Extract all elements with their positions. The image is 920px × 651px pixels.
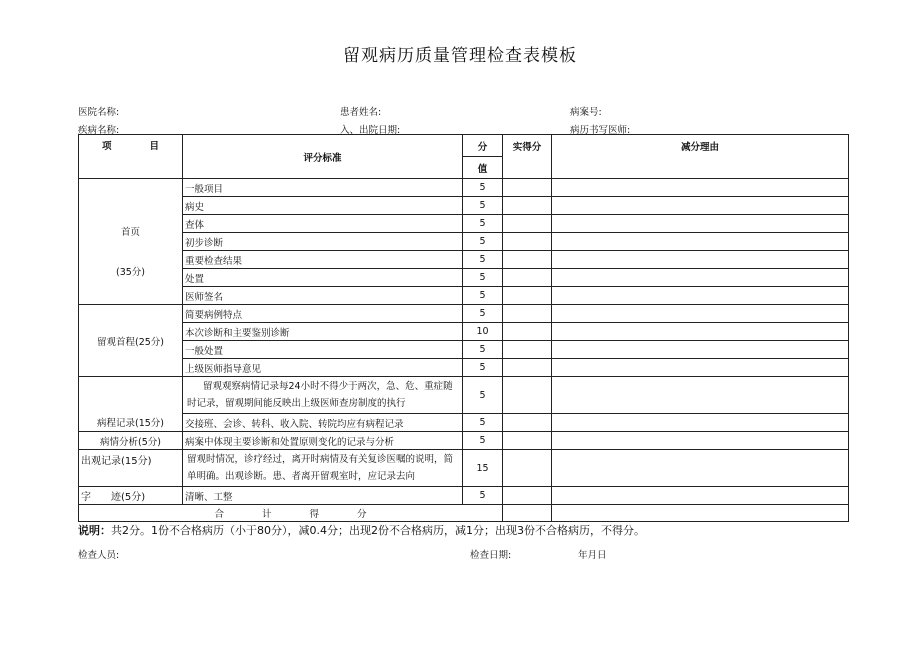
reason-input[interactable] [552, 341, 849, 359]
actual-score-input[interactable] [503, 233, 552, 251]
total-reason-input[interactable] [552, 505, 849, 522]
category-first-page-label: 首页 [120, 226, 140, 238]
header-score-top: 分 [463, 135, 503, 157]
header-criteria: 评分标准 [183, 135, 463, 179]
category-analysis: 病情分析(5分) [79, 432, 183, 450]
reason-input[interactable] [552, 251, 849, 269]
actual-score-input[interactable] [503, 323, 552, 341]
score-cell: 15 [463, 450, 503, 487]
reason-input[interactable] [552, 269, 849, 287]
criteria-cell: 交接班、会诊、转科、收入院、转院均应有病程记录 [183, 414, 463, 432]
actual-score-input[interactable] [503, 179, 552, 197]
table-header-row [79, 135, 849, 157]
patient-name-label: 患者姓名: [340, 107, 382, 118]
actual-score-input[interactable] [503, 269, 552, 287]
criteria-cell: 病史 [183, 197, 463, 215]
criteria-cell: 医师签名 [183, 287, 463, 305]
explanation-text: 共2分。1份不合格病历（小于80分），减0.4分；出现2份不合格病历，减1分；出现3份不合格病历，不得分。 [111, 524, 645, 537]
score-cell: 5 [463, 233, 503, 251]
criteria-cell: 上级医师指导意见 [183, 359, 463, 377]
actual-score-input[interactable] [503, 287, 552, 305]
criteria-cell: 一般处置 [183, 341, 463, 359]
table-row [79, 414, 849, 432]
score-cell: 5 [463, 269, 503, 287]
explanation-label: 说明： [78, 524, 111, 537]
criteria-cell: 重要检查结果 [183, 251, 463, 269]
reason-input[interactable] [552, 179, 849, 197]
score-cell: 5 [463, 359, 503, 377]
table-row [79, 323, 849, 341]
category-discharge: 出观记录(15分) [79, 450, 183, 487]
score-cell: 5 [463, 487, 503, 505]
actual-score-input[interactable] [503, 251, 552, 269]
actual-score-input[interactable] [503, 215, 552, 233]
check-date-label: 检查日期: [470, 550, 512, 561]
table-row [79, 450, 849, 487]
actual-score-input[interactable] [503, 450, 552, 487]
actual-score-input[interactable] [503, 359, 552, 377]
criteria-cell: 留观观察病情记录每24小时不得少于两次，急、危、重症随时记录，留观期间能反映出上级医师查房制度的执行 [183, 377, 463, 414]
total-actual-input[interactable] [503, 505, 552, 522]
doctor-label: 病历书写医师: [570, 125, 631, 136]
total-row [79, 505, 849, 522]
category-first-page [79, 179, 183, 305]
actual-score-input[interactable] [503, 487, 552, 505]
actual-score-input[interactable] [503, 414, 552, 432]
score-cell: 5 [463, 377, 503, 414]
admission-dates-label: 入、出院日期: [340, 125, 401, 136]
actual-score-input[interactable] [503, 432, 552, 450]
table-row [79, 251, 849, 269]
criteria-cell: 清晰、工整 [183, 487, 463, 505]
score-cell: 10 [463, 323, 503, 341]
actual-score-input[interactable] [503, 197, 552, 215]
score-cell: 5 [463, 305, 503, 323]
disease-name-label: 疾病名称: [78, 125, 120, 136]
header-reason: 减分理由 [552, 135, 849, 157]
criteria-cell: 简要病例特点 [183, 305, 463, 323]
page-title: 留观病历质量管理检查表模板 [343, 46, 577, 66]
header-score-bottom: 值 [463, 157, 503, 179]
actual-score-input[interactable] [503, 305, 552, 323]
score-cell: 5 [463, 287, 503, 305]
reason-input[interactable] [552, 450, 849, 487]
reason-input[interactable] [552, 305, 849, 323]
case-number-label: 病案号: [570, 107, 602, 118]
reason-input[interactable] [552, 233, 849, 251]
criteria-cell: 查体 [183, 215, 463, 233]
score-cell: 5 [463, 251, 503, 269]
reason-input[interactable] [552, 197, 849, 215]
category-handwriting: 字 迹(5分) [79, 487, 183, 505]
score-cell: 5 [463, 414, 503, 432]
criteria-cell: 留观时情况，诊疗经过，离开时病情及有关复诊医嘱的说明，简单明确。出观诊断。患、者离开留观室时，应记录去向 [183, 450, 463, 487]
score-cell: 5 [463, 432, 503, 450]
header-actual-blank [503, 157, 552, 179]
table-row [79, 341, 849, 359]
score-cell: 5 [463, 179, 503, 197]
quality-check-table [78, 134, 849, 522]
table-row [79, 287, 849, 305]
table-row [79, 215, 849, 233]
reason-input[interactable] [552, 323, 849, 341]
score-cell: 5 [463, 197, 503, 215]
table-row [79, 432, 849, 450]
criteria-cell: 一般项目 [183, 179, 463, 197]
table-row [79, 233, 849, 251]
explanation-note [78, 522, 645, 538]
reason-input[interactable] [552, 487, 849, 505]
actual-score-input[interactable] [503, 377, 552, 414]
category-progress: 病程记录(15分) [79, 377, 183, 432]
check-date-value: 年月日 [578, 550, 607, 561]
table-row [79, 359, 849, 377]
score-cell: 5 [463, 341, 503, 359]
actual-score-input[interactable] [503, 341, 552, 359]
reason-input[interactable] [552, 432, 849, 450]
reason-input[interactable] [552, 414, 849, 432]
reason-input[interactable] [552, 215, 849, 233]
table-row [79, 179, 849, 197]
table-row [79, 377, 849, 414]
category-first-page-points: (35分) [115, 266, 145, 278]
reason-input[interactable] [552, 377, 849, 414]
total-label: 合 计 得 分 [79, 505, 503, 522]
reason-input[interactable] [552, 287, 849, 305]
header-item: 项 目 [79, 135, 183, 179]
table-row [79, 305, 849, 323]
criteria-cell: 病案中体现主要诊断和处置原则变化的记录与分析 [183, 432, 463, 450]
hospital-name-label: 医院名称: [78, 107, 120, 118]
criteria-cell: 处置 [183, 269, 463, 287]
criteria-cell: 本次诊断和主要鉴别诊断 [183, 323, 463, 341]
table-row [79, 197, 849, 215]
category-observation: 留观首程(25分) [79, 305, 183, 377]
criteria-cell: 初步诊断 [183, 233, 463, 251]
table-row [79, 487, 849, 505]
header-actual-score: 实得分 [503, 135, 552, 157]
reason-input[interactable] [552, 359, 849, 377]
score-cell: 5 [463, 215, 503, 233]
header-reason-blank [552, 157, 849, 179]
inspector-label: 检查人员: [78, 550, 120, 561]
table-row [79, 269, 849, 287]
